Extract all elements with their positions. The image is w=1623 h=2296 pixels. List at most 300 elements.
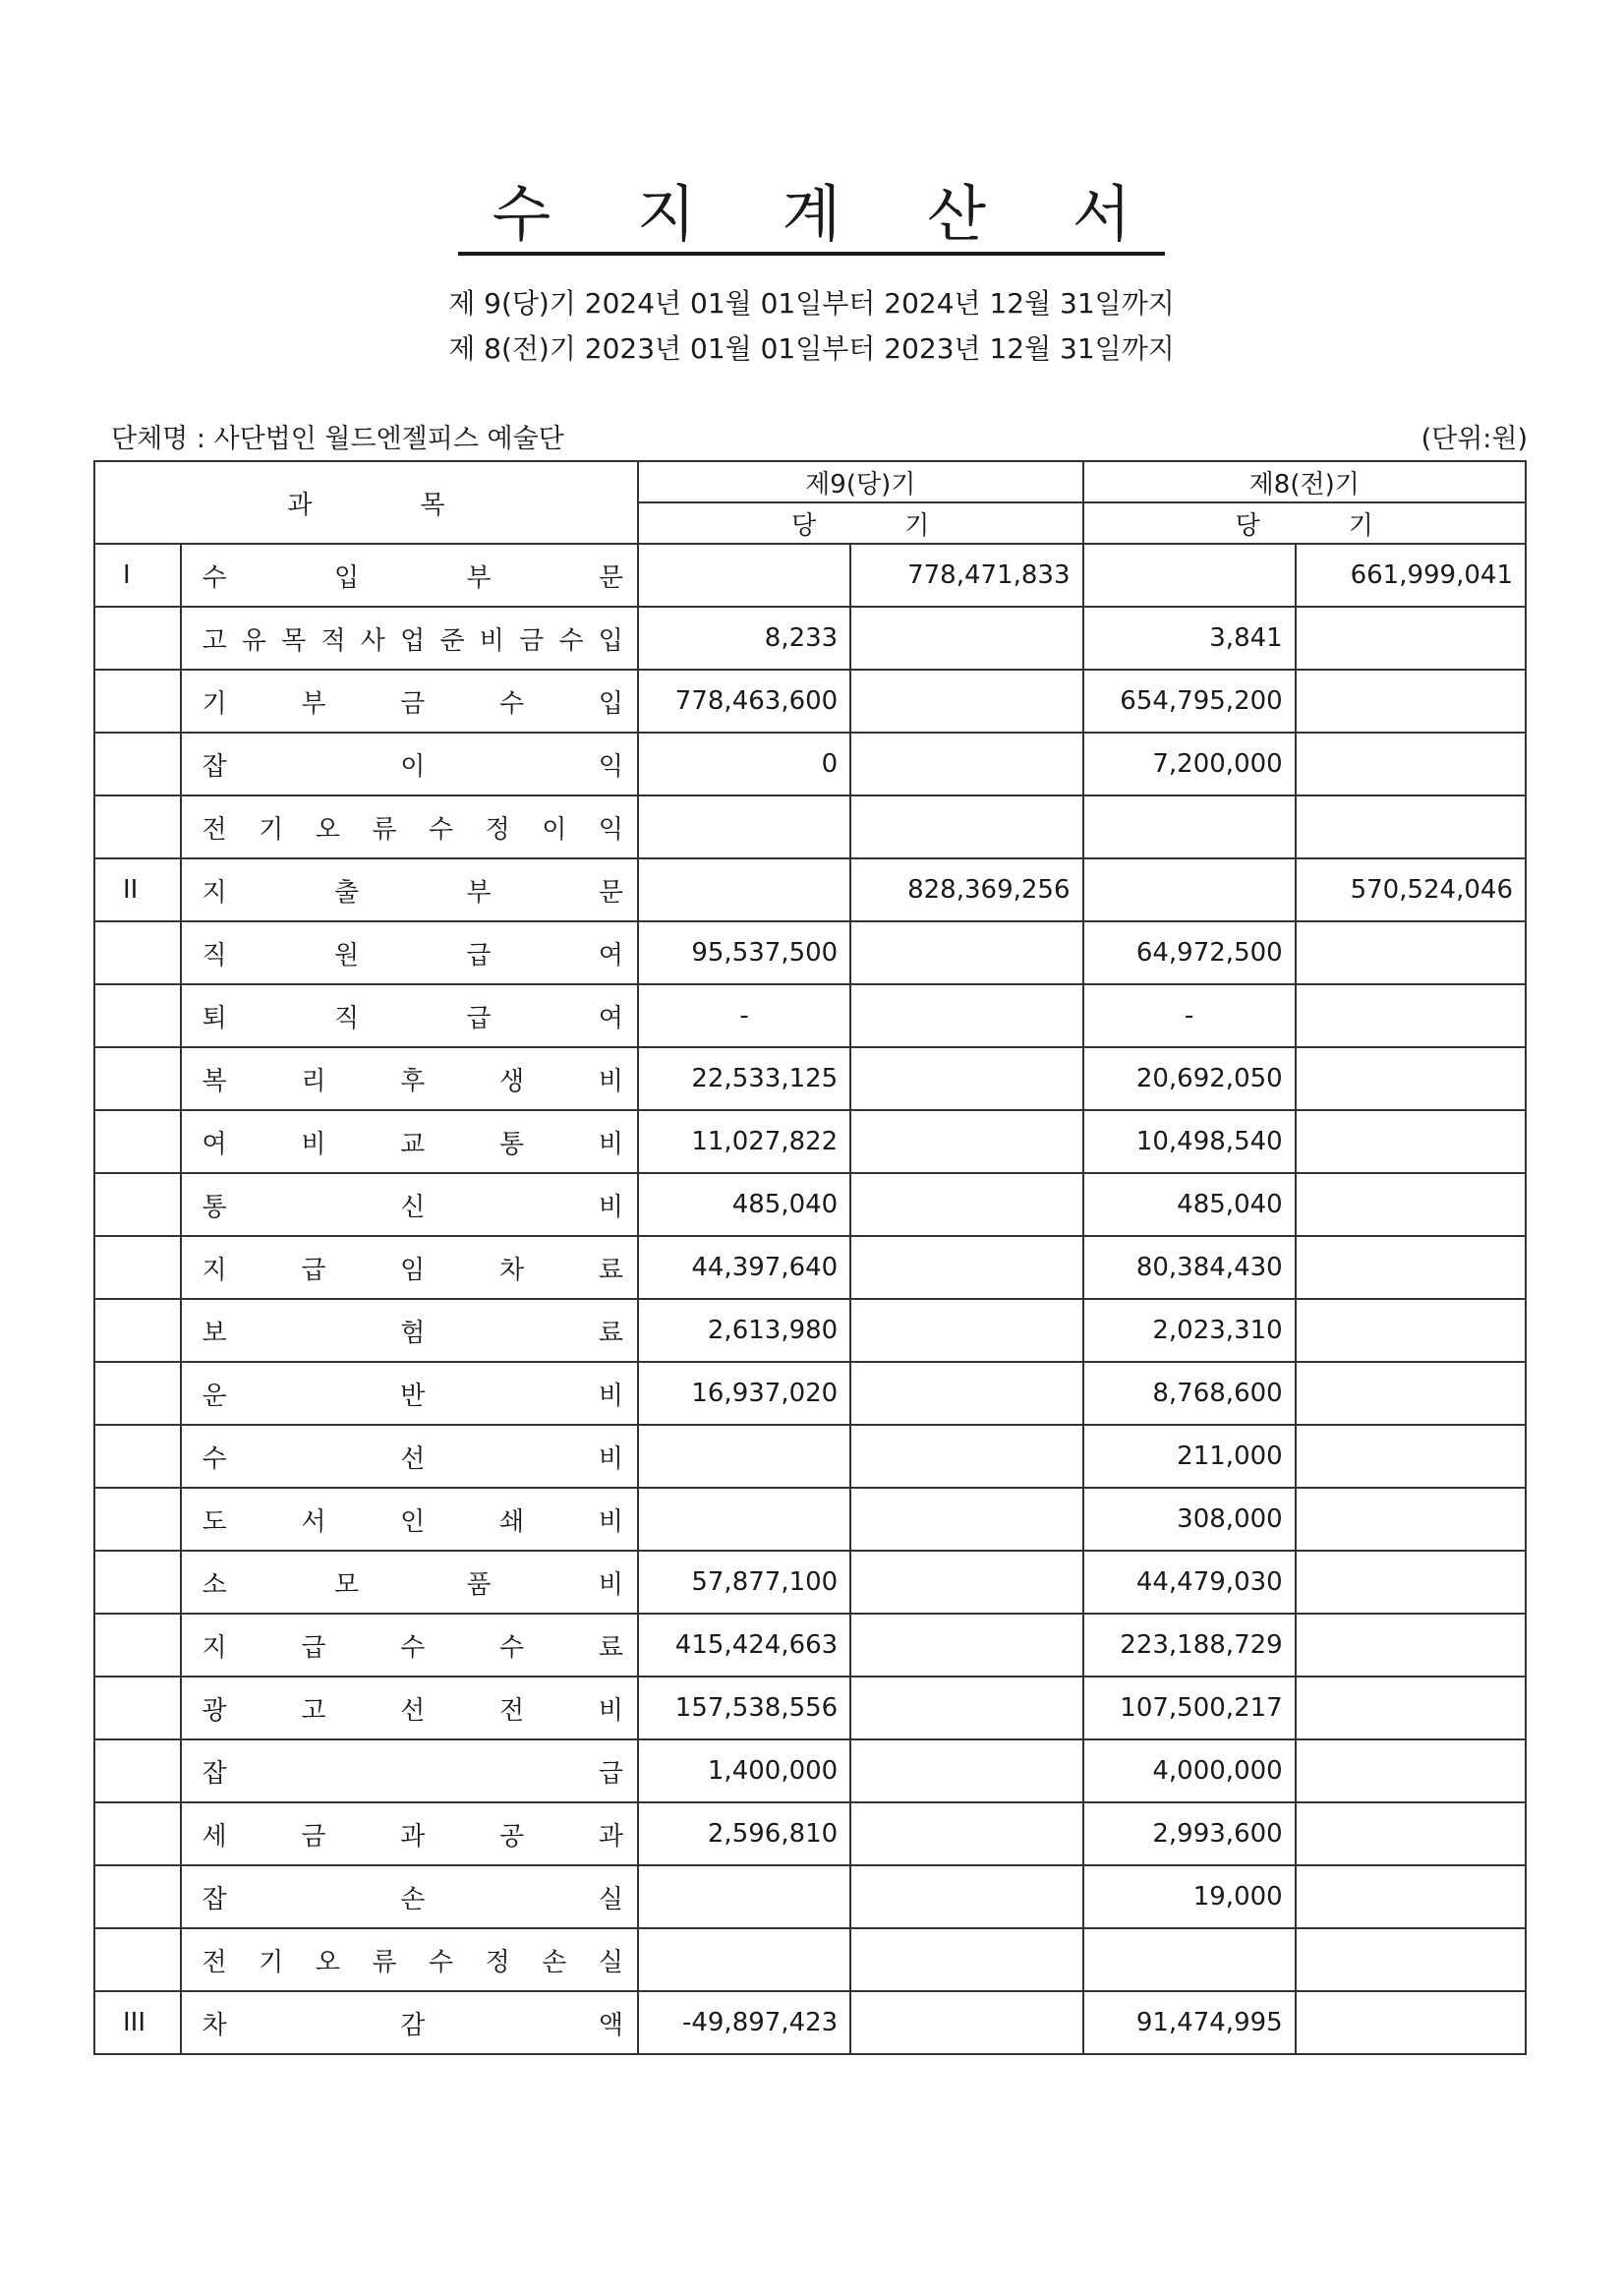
table-row	[94, 1362, 1526, 1425]
header-period-current: 제9(당)기	[638, 461, 1082, 502]
subject-char: 차	[499, 1255, 525, 1285]
prior-detail-amount: 485,040	[1083, 1173, 1296, 1236]
header-sub-char: 기	[904, 510, 930, 541]
prior-detail-amount: 2,023,310	[1083, 1299, 1296, 1362]
subject-char: 손	[400, 1884, 426, 1914]
subject-char: 여	[598, 940, 624, 971]
prior-total-amount	[1296, 670, 1526, 733]
prior-detail-amount: 64,972,500	[1083, 921, 1296, 984]
subject-char: 퇴	[202, 1003, 227, 1033]
subject-label	[182, 558, 637, 594]
header-subject-char: 과	[287, 490, 313, 520]
row-number: III	[94, 1991, 181, 2054]
subject-char: 기	[202, 688, 227, 719]
subject-char: 비	[598, 1506, 623, 1537]
subject-char: 소	[202, 1569, 227, 1600]
subject-char: 교	[400, 1129, 426, 1159]
row-subject	[181, 1865, 638, 1928]
table-row	[94, 795, 1526, 858]
subject-label	[182, 1816, 637, 1853]
document-title: 수 지 계 산 서	[458, 179, 1164, 256]
current-total-amount: 778,471,833	[850, 544, 1082, 607]
current-detail-amount	[638, 1488, 850, 1551]
table-row	[94, 921, 1526, 984]
subject-char: 통	[202, 1192, 227, 1222]
subject-char: 비	[598, 1381, 624, 1411]
subject-char: 입	[333, 562, 360, 593]
subject-char: 운	[202, 1381, 227, 1411]
current-detail-amount: -49,897,423	[638, 1991, 850, 2054]
row-subject	[181, 1488, 638, 1551]
subject-char: 업	[400, 625, 426, 656]
current-detail-amount: 485,040	[638, 1173, 850, 1236]
prior-detail-amount: 223,188,729	[1083, 1614, 1296, 1677]
current-detail-amount: 16,937,020	[638, 1362, 850, 1425]
prior-total-amount	[1296, 1928, 1526, 1991]
prior-total-amount: 570,524,046	[1296, 858, 1526, 921]
row-number	[94, 1236, 181, 1299]
subject-label	[182, 1564, 637, 1601]
subject-char: 과	[400, 1821, 426, 1852]
subject-char: 차	[202, 2010, 227, 2040]
row-number	[94, 1551, 181, 1614]
period-current: 제 9(당)기 2024년 01월 01일부터 2024년 12월 31일까지	[448, 287, 1175, 320]
current-detail-amount	[638, 858, 850, 921]
prior-total-amount	[1296, 1677, 1526, 1739]
subject-char: 비	[598, 1443, 624, 1474]
subject-char: 서	[301, 1506, 326, 1537]
current-detail-amount	[638, 1928, 850, 1991]
prior-total-amount	[1296, 1047, 1526, 1110]
subject-char: 이	[400, 751, 426, 782]
current-total-amount	[850, 1488, 1082, 1551]
subject-char: 비	[598, 1066, 623, 1096]
table-row	[94, 1047, 1526, 1110]
subject-char: 기	[259, 814, 284, 845]
subject-char: 고	[301, 1695, 326, 1726]
subject-char: 세	[202, 1821, 227, 1852]
subject-label	[182, 1376, 637, 1412]
row-number	[94, 1865, 181, 1928]
subject-char: 수	[202, 562, 227, 593]
subject-char: 전	[202, 814, 227, 845]
subject-char: 준	[439, 625, 465, 656]
current-detail-amount: 8,233	[638, 607, 850, 670]
table-row	[94, 1928, 1526, 1991]
subject-char: 수	[499, 1632, 525, 1663]
row-subject	[181, 1299, 638, 1362]
subject-label	[182, 1187, 637, 1223]
prior-detail-amount	[1083, 544, 1296, 607]
subject-char: 오	[315, 1947, 340, 1977]
table-row	[94, 1739, 1526, 1802]
subject-char: 직	[202, 940, 227, 971]
row-subject	[181, 1362, 638, 1425]
subject-char: 입	[598, 625, 623, 656]
prior-total-amount	[1296, 1425, 1526, 1488]
current-detail-amount: 11,027,822	[638, 1110, 850, 1173]
subject-char: 손	[542, 1947, 567, 1977]
subject-char: 후	[400, 1066, 426, 1096]
prior-total-amount: 661,999,041	[1296, 544, 1526, 607]
subject-char: 전	[202, 1947, 227, 1977]
subject-char: 문	[598, 562, 624, 593]
subject-label	[182, 872, 637, 909]
prior-detail-amount: 91,474,995	[1083, 1991, 1296, 2054]
current-detail-amount: -	[638, 984, 850, 1047]
current-total-amount	[850, 1928, 1082, 1991]
table-row	[94, 858, 1526, 921]
period-prior: 제 8(전)기 2023년 01월 01일부터 2023년 12월 31일까지	[448, 332, 1175, 365]
subject-char: 쇄	[499, 1506, 525, 1537]
subject-char: 복	[202, 1066, 227, 1096]
current-detail-amount: 44,397,640	[638, 1236, 850, 1299]
prior-detail-amount: 2,993,600	[1083, 1802, 1296, 1865]
subject-char: 류	[372, 814, 397, 845]
prior-total-amount	[1296, 1110, 1526, 1173]
current-total-amount	[850, 1551, 1082, 1614]
prior-total-amount	[1296, 1865, 1526, 1928]
table-row	[94, 1173, 1526, 1236]
row-number	[94, 670, 181, 733]
subject-char: 급	[598, 1758, 624, 1789]
prior-detail-amount	[1083, 858, 1296, 921]
current-total-amount	[850, 1739, 1082, 1802]
subject-char: 지	[202, 1632, 227, 1663]
subject-char: 품	[466, 1569, 492, 1600]
subject-char: 오	[315, 814, 340, 845]
prior-detail-amount: 107,500,217	[1083, 1677, 1296, 1739]
prior-detail-amount	[1083, 1928, 1296, 1991]
subject-char: 여	[202, 1129, 227, 1159]
current-detail-amount: 1,400,000	[638, 1739, 850, 1802]
table-body	[94, 544, 1526, 2054]
prior-detail-amount: -	[1083, 984, 1296, 1047]
prior-detail-amount: 10,498,540	[1083, 1110, 1296, 1173]
current-total-amount	[850, 607, 1082, 670]
prior-total-amount	[1296, 733, 1526, 795]
row-number	[94, 921, 181, 984]
subject-char: 공	[499, 1821, 525, 1852]
subject-label	[182, 746, 637, 783]
current-total-amount	[850, 1425, 1082, 1488]
subject-char: 익	[598, 814, 623, 845]
subject-char: 기	[259, 1947, 284, 1977]
subject-char: 도	[202, 1506, 227, 1537]
subject-char: 지	[202, 877, 227, 908]
subject-char: 리	[301, 1066, 326, 1096]
prior-detail-amount: 4,000,000	[1083, 1739, 1296, 1802]
row-number	[94, 1362, 181, 1425]
row-number	[94, 733, 181, 795]
subject-char: 부	[466, 877, 492, 908]
current-total-amount	[850, 1614, 1082, 1677]
header-sub-current	[638, 502, 1082, 544]
prior-detail-amount: 19,000	[1083, 1865, 1296, 1928]
current-total-amount	[850, 1047, 1082, 1110]
current-detail-amount: 2,613,980	[638, 1299, 850, 1362]
row-subject	[181, 795, 638, 858]
organization-name: 단체명 : 사단법인 월드엔젤피스 예술단	[111, 424, 564, 454]
current-detail-amount	[638, 795, 850, 858]
prior-total-amount	[1296, 1802, 1526, 1865]
subject-char: 비	[598, 1569, 624, 1600]
prior-total-amount	[1296, 1362, 1526, 1425]
subject-char: 부	[466, 562, 492, 593]
subject-char: 류	[372, 1947, 397, 1977]
subject-char: 잡	[202, 1758, 227, 1789]
table-row	[94, 1677, 1526, 1739]
prior-total-amount	[1296, 1614, 1526, 1677]
prior-total-amount	[1296, 1991, 1526, 2054]
row-number	[94, 1802, 181, 1865]
table-row	[94, 544, 1526, 607]
subject-char: 수	[428, 1947, 454, 1977]
subject-char: 감	[400, 2010, 426, 2040]
subject-label	[182, 1753, 637, 1790]
current-total-amount	[850, 1110, 1082, 1173]
current-detail-amount: 57,877,100	[638, 1551, 850, 1614]
row-number	[94, 607, 181, 670]
subject-char: 이	[542, 814, 567, 845]
subject-char: 목	[281, 625, 307, 656]
subject-char: 잡	[202, 1884, 227, 1914]
table-row	[94, 1236, 1526, 1299]
subject-char: 급	[466, 1003, 492, 1033]
subject-char: 금	[400, 688, 426, 719]
current-total-amount	[850, 1991, 1082, 2054]
table-row	[94, 607, 1526, 670]
row-number	[94, 1488, 181, 1551]
row-subject	[181, 544, 638, 607]
income-expense-table	[93, 460, 1527, 2055]
current-total-amount	[850, 1802, 1082, 1865]
subject-char: 유	[241, 625, 266, 656]
row-number	[94, 1928, 181, 1991]
subject-char: 수	[202, 1443, 227, 1474]
subject-label	[182, 1061, 637, 1097]
subject-char: 험	[400, 1318, 426, 1348]
current-detail-amount: 415,424,663	[638, 1614, 850, 1677]
prior-detail-amount: 211,000	[1083, 1425, 1296, 1488]
current-total-amount	[850, 1865, 1082, 1928]
row-number	[94, 1739, 181, 1802]
subject-char: 문	[598, 877, 624, 908]
row-number: II	[94, 858, 181, 921]
prior-detail-amount: 308,000	[1083, 1488, 1296, 1551]
subject-label	[182, 2005, 637, 2041]
table-row	[94, 1110, 1526, 1173]
subject-char: 료	[598, 1632, 623, 1663]
subject-char: 익	[598, 751, 624, 782]
subject-char: 잡	[202, 751, 227, 782]
subject-char: 고	[202, 625, 227, 656]
subject-char: 급	[301, 1255, 326, 1285]
subject-char: 실	[598, 1947, 623, 1977]
row-subject	[181, 1173, 638, 1236]
subject-char: 인	[400, 1506, 426, 1537]
table-row	[94, 1488, 1526, 1551]
subject-label	[182, 1942, 637, 1978]
prior-total-amount	[1296, 1299, 1526, 1362]
subject-char: 금	[519, 625, 545, 656]
current-detail-amount: 778,463,600	[638, 670, 850, 733]
row-number	[94, 984, 181, 1047]
table-row	[94, 1614, 1526, 1677]
current-total-amount	[850, 1362, 1082, 1425]
current-total-amount	[850, 1299, 1082, 1362]
subject-label	[182, 620, 637, 657]
subject-char: 부	[301, 688, 326, 719]
prior-detail-amount: 654,795,200	[1083, 670, 1296, 733]
current-total-amount: 828,369,256	[850, 858, 1082, 921]
subject-char: 반	[400, 1381, 426, 1411]
row-subject	[181, 1614, 638, 1677]
current-total-amount	[850, 670, 1082, 733]
current-detail-amount: 2,596,810	[638, 1802, 850, 1865]
subject-label	[182, 683, 637, 720]
subject-char: 금	[301, 1821, 326, 1852]
table-row	[94, 1425, 1526, 1488]
prior-total-amount	[1296, 1236, 1526, 1299]
current-detail-amount: 157,538,556	[638, 1677, 850, 1739]
current-detail-amount	[638, 1865, 850, 1928]
row-number	[94, 1299, 181, 1362]
current-total-amount	[850, 921, 1082, 984]
row-subject	[181, 1047, 638, 1110]
subject-label	[182, 1627, 637, 1664]
subject-char: 비	[598, 1129, 623, 1159]
row-subject	[181, 1928, 638, 1991]
subject-char: 직	[333, 1003, 360, 1033]
current-detail-amount: 22,533,125	[638, 1047, 850, 1110]
subject-label	[182, 1501, 637, 1538]
header-sub-prior	[1083, 502, 1526, 544]
subject-label	[182, 1879, 637, 1915]
subject-label	[182, 998, 637, 1034]
header-subject-char: 목	[420, 490, 445, 520]
subject-char: 비	[598, 1192, 624, 1222]
subject-char: 실	[598, 1884, 624, 1914]
subject-char: 정	[485, 1947, 510, 1977]
row-number	[94, 1425, 181, 1488]
subject-char: 모	[333, 1569, 360, 1600]
title-wrap	[0, 179, 1623, 256]
table-row	[94, 670, 1526, 733]
current-detail-amount: 0	[638, 733, 850, 795]
prior-total-amount	[1296, 1488, 1526, 1551]
prior-detail-amount: 3,841	[1083, 607, 1296, 670]
subject-char: 여	[598, 1003, 624, 1033]
subject-char: 원	[333, 940, 360, 971]
prior-total-amount	[1296, 607, 1526, 670]
row-subject	[181, 1551, 638, 1614]
subject-char: 료	[598, 1255, 623, 1285]
current-total-amount	[850, 1677, 1082, 1739]
current-detail-amount	[638, 544, 850, 607]
subject-char: 출	[333, 877, 360, 908]
row-number	[94, 1677, 181, 1739]
subject-char: 액	[598, 2010, 624, 2040]
subject-char: 생	[499, 1066, 525, 1096]
prior-detail-amount	[1083, 795, 1296, 858]
prior-detail-amount: 7,200,000	[1083, 733, 1296, 795]
subject-char: 적	[320, 625, 346, 656]
prior-detail-amount: 44,479,030	[1083, 1551, 1296, 1614]
prior-total-amount	[1296, 921, 1526, 984]
unit-label: (단위:원)	[1420, 424, 1528, 454]
header-sub-char: 기	[1348, 510, 1373, 541]
row-subject	[181, 1677, 638, 1739]
subject-char: 급	[301, 1632, 326, 1663]
current-total-amount	[850, 733, 1082, 795]
header-subject	[94, 461, 638, 544]
subject-char: 수	[428, 814, 454, 845]
subject-char: 선	[400, 1695, 426, 1726]
current-total-amount	[850, 1236, 1082, 1299]
current-total-amount	[850, 1173, 1082, 1236]
prior-total-amount	[1296, 1739, 1526, 1802]
subject-char: 수	[558, 625, 584, 656]
subject-char: 수	[400, 1632, 426, 1663]
subject-char: 입	[598, 688, 623, 719]
row-subject	[181, 733, 638, 795]
row-subject	[181, 607, 638, 670]
table-row	[94, 1802, 1526, 1865]
row-subject	[181, 1425, 638, 1488]
header-row-1	[94, 461, 1526, 502]
table-row	[94, 1299, 1526, 1362]
prior-detail-amount: 80,384,430	[1083, 1236, 1296, 1299]
header-sub-char: 당	[1235, 510, 1260, 541]
subject-label	[182, 1313, 637, 1349]
subject-char: 광	[202, 1695, 227, 1726]
current-total-amount	[850, 795, 1082, 858]
table-row	[94, 733, 1526, 795]
row-number	[94, 1173, 181, 1236]
subject-label	[182, 1439, 637, 1475]
row-subject	[181, 1110, 638, 1173]
prior-total-amount	[1296, 1173, 1526, 1236]
current-detail-amount	[638, 1425, 850, 1488]
row-subject	[181, 984, 638, 1047]
subject-label	[182, 1250, 637, 1286]
subject-char: 비	[301, 1129, 326, 1159]
subject-char: 료	[598, 1318, 624, 1348]
subject-char: 과	[598, 1821, 623, 1852]
subject-char: 비	[598, 1695, 623, 1726]
current-detail-amount: 95,537,500	[638, 921, 850, 984]
row-subject	[181, 670, 638, 733]
prior-total-amount	[1296, 795, 1526, 858]
header-period-prior: 제8(전)기	[1083, 461, 1526, 502]
current-total-amount	[850, 984, 1082, 1047]
table-row	[94, 984, 1526, 1047]
subject-char: 비	[479, 625, 504, 656]
subject-char: 사	[360, 625, 385, 656]
table-row	[94, 1991, 1526, 2054]
subject-label	[182, 1124, 637, 1160]
subject-char: 지	[202, 1255, 227, 1285]
header-sub-char: 당	[791, 510, 817, 541]
subject-char: 보	[202, 1318, 227, 1348]
row-number: I	[94, 544, 181, 607]
row-number	[94, 1110, 181, 1173]
subject-char: 선	[400, 1443, 426, 1474]
subject-char: 임	[400, 1255, 426, 1285]
subject-char: 수	[499, 688, 525, 719]
prior-detail-amount: 8,768,600	[1083, 1362, 1296, 1425]
